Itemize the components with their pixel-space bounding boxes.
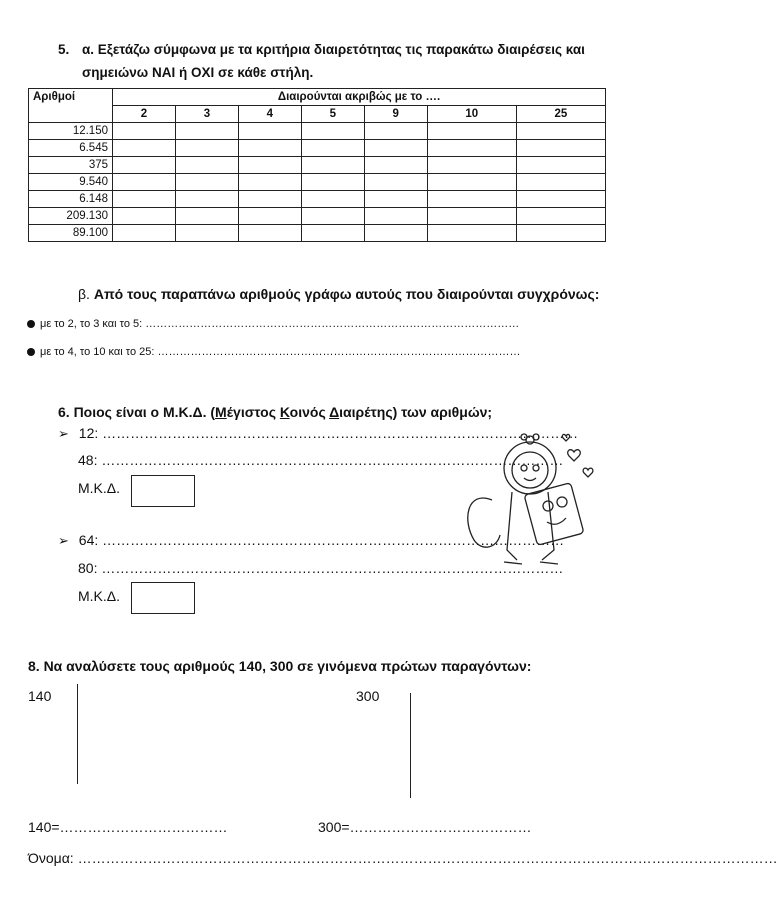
mkd-answer-box-2[interactable] [131,582,195,614]
table-row [29,174,606,191]
number-cell: 209.130 [29,208,113,225]
number-cell: 9.540 [29,174,113,191]
answer-cell[interactable] [175,225,238,242]
number-cell: 6.545 [29,140,113,157]
question-5b-text: Από τους παραπάνω αριθμούς γράφω αυτούς που διαιρούνται συγχρόνως: [93,286,600,302]
answer-cell[interactable] [364,123,427,140]
answer-cell[interactable] [301,123,364,140]
answer-cell[interactable] [301,191,364,208]
answer-cell[interactable] [427,174,516,191]
q6-title-part: οινός [289,404,330,420]
bullet-line-2 [27,346,520,358]
answer-cell[interactable] [516,208,605,225]
question-5b-label: β. [78,286,90,302]
answer-cell[interactable] [516,140,605,157]
q6-title-part: Δ [329,404,340,420]
number-cell: 12.150 [29,123,113,140]
answer-cell[interactable] [113,123,176,140]
bullet-dot-icon [27,348,35,356]
q6-title-part: Μ [215,404,227,420]
mkd-label-1: Μ.Κ.Δ. [78,480,121,496]
answer-cell[interactable] [113,174,176,191]
answer-cell[interactable] [113,191,176,208]
q6-title-part: 6. Ποιος είναι ο Μ.Κ.Δ. ( [58,404,216,420]
table-header-row [29,89,606,106]
question-5b-heading [78,286,599,302]
question-5-heading [58,38,600,84]
answer-cell[interactable] [238,140,301,157]
divisor-cell: 4 [238,106,301,123]
answer-cell[interactable] [516,174,605,191]
mkd-answer-box-1[interactable] [131,475,195,507]
divisors-row [29,106,606,123]
answer-cell[interactable] [516,191,605,208]
q6-line-80[interactable]: 80: ……………………………………………………………………………………… [78,560,564,576]
factorization-line-140 [77,684,78,784]
answer-cell[interactable] [364,157,427,174]
answer-cell[interactable] [238,123,301,140]
answer-cell[interactable] [175,140,238,157]
answer-cell[interactable] [113,225,176,242]
question-5-line1: α. Εξετάζω σύμφωνα με τα κριτήρια διαιρετότητας τις παρακάτω διαιρέσεις και [82,42,585,57]
number-300: 300 [356,688,380,704]
answer-cell[interactable] [175,208,238,225]
answer-cell[interactable] [427,140,516,157]
answer-cell[interactable] [427,191,516,208]
number-cell: 375 [29,157,113,174]
q6-title-part: έγιστος [226,404,280,420]
answer-cell[interactable] [238,208,301,225]
answer-cell[interactable] [238,191,301,208]
table-row [29,123,606,140]
table-row [29,140,606,157]
number-cell: 6.148 [29,191,113,208]
q6-line-12-text[interactable]: 12: ………………………………………………………………………………………… [78,425,579,441]
question-8-heading: 8. Να αναλύσετε τους αριθμούς 140, 300 σε γινόμενα πρώτων παραγόντων: [28,658,532,674]
answer-cell[interactable] [364,174,427,191]
answer-cell[interactable] [238,157,301,174]
answer-cell[interactable] [427,208,516,225]
divisor-cell: 25 [516,106,605,123]
answer-cell[interactable] [238,225,301,242]
divisor-cell: 10 [427,106,516,123]
answer-cell[interactable] [364,225,427,242]
answer-cell[interactable] [113,140,176,157]
answer-cell[interactable] [516,225,605,242]
question-5-number: 5. [58,42,70,57]
q6-line-64-text[interactable]: 64: ……………………………………………………………………………………… [78,532,565,548]
result-140[interactable]: 140=……………………………… [28,819,228,835]
answer-cell[interactable] [301,140,364,157]
table-row [29,208,606,225]
answer-cell[interactable] [301,157,364,174]
arrow-bullet-icon: ➢ [58,426,69,441]
col-numbers-header: Αριθμοί [29,89,113,123]
arrow-bullet-icon: ➢ [58,533,69,548]
divisibility-table [28,88,606,242]
answer-cell[interactable] [238,174,301,191]
answer-cell[interactable] [364,140,427,157]
factorization-line-300 [410,693,411,798]
number-cell: 89.100 [29,225,113,242]
table-row [29,225,606,242]
q6-title-part: Κ [279,404,290,420]
mkd-label-2: Μ.Κ.Δ. [78,588,121,604]
divisor-cell: 5 [301,106,364,123]
squirrel-sponge-clipart-icon [462,430,607,575]
question-5-line2: σημειώνω ΝΑΙ ή ΟΧΙ σε κάθε στήλη. [82,65,314,80]
divisor-cell: 3 [175,106,238,123]
answer-cell[interactable] [175,123,238,140]
answer-cell[interactable] [113,208,176,225]
question-6-heading [58,404,492,420]
q6-line-48[interactable]: 48: ……………………………………………………………………………………… [78,452,564,468]
col-divisible-header: Διαιρούνται ακριβώς με το …. [113,89,606,106]
bullet-2-text[interactable]: με το 4, το 10 και το 25: ……………………………………………………………………………………… [40,346,521,358]
bullet-1-text[interactable]: με το 2, το 3 και το 5: ………………………………………………………………………………………… [40,318,520,330]
result-300[interactable]: 300=………………………………… [318,819,532,835]
student-name-line[interactable]: Όνομα: …………………………………………………………………………………………………………………………………… [28,850,778,866]
answer-cell[interactable] [301,208,364,225]
answer-cell[interactable] [516,123,605,140]
answer-cell[interactable] [364,191,427,208]
answer-cell[interactable] [113,157,176,174]
answer-cell[interactable] [301,225,364,242]
answer-cell[interactable] [175,191,238,208]
answer-cell[interactable] [516,157,605,174]
number-140: 140 [28,688,52,704]
answer-cell[interactable] [364,208,427,225]
answer-cell[interactable] [175,157,238,174]
answer-cell[interactable] [427,225,516,242]
divisor-cell: 9 [364,106,427,123]
bullet-line-1 [27,318,519,330]
answer-cell[interactable] [301,174,364,191]
table-row [29,157,606,174]
q6-title-part: ιαιρέτης) των αριθμών; [339,404,493,420]
answer-cell[interactable] [175,174,238,191]
divisor-cell: 2 [113,106,176,123]
answer-cell[interactable] [427,123,516,140]
bullet-dot-icon [27,320,35,328]
answer-cell[interactable] [427,157,516,174]
table-row [29,191,606,208]
